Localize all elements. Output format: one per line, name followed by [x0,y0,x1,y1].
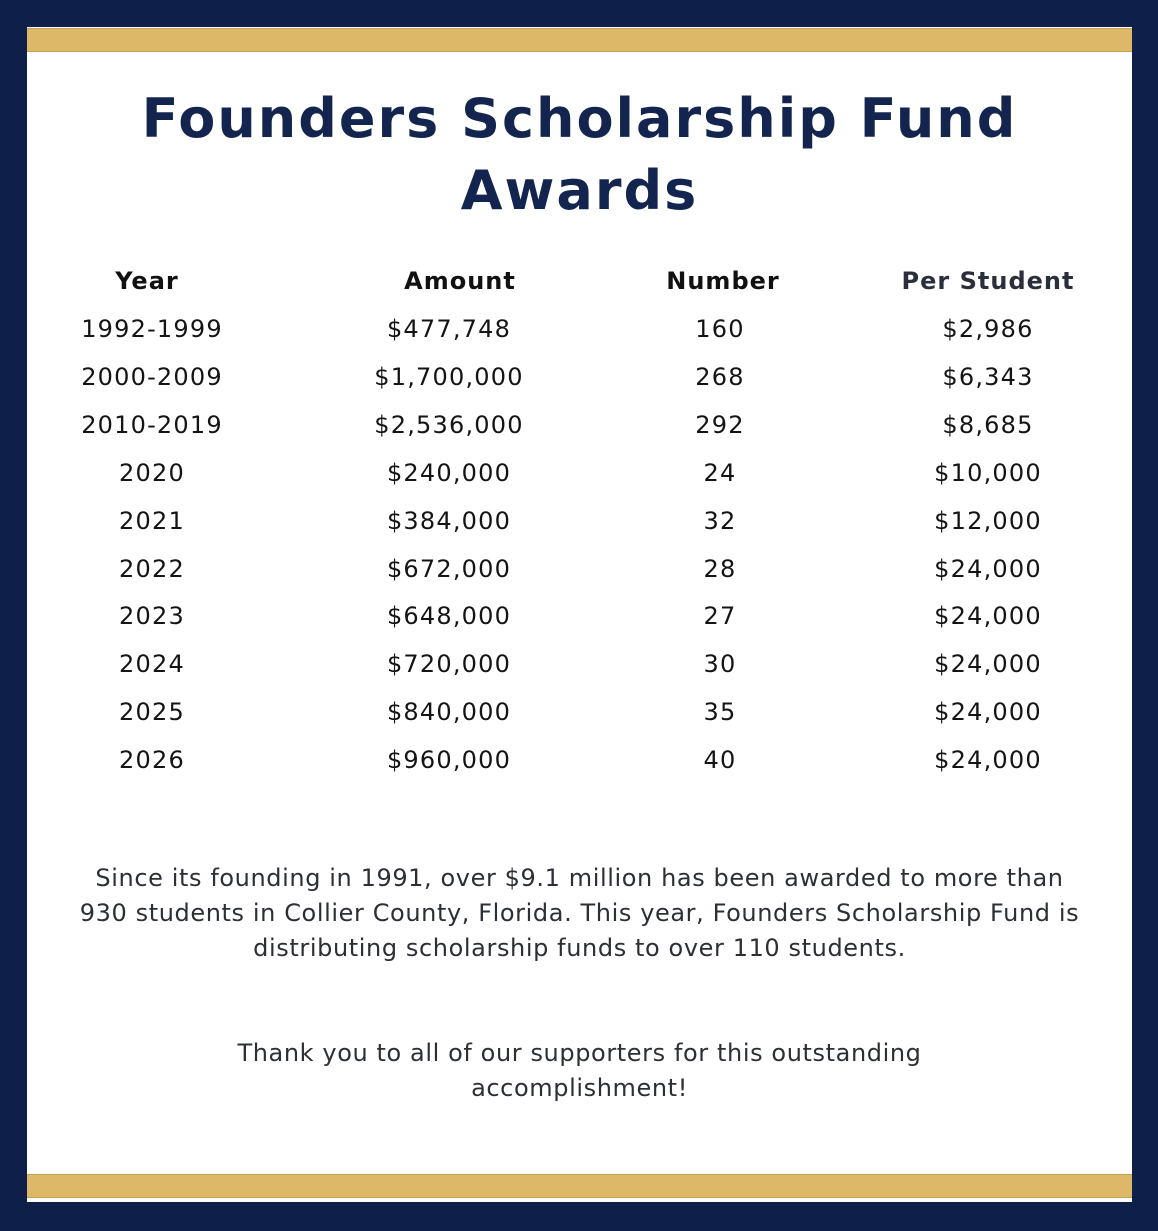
table-cell-year: 2021 [119,506,185,535]
table-cell-year: 2024 [119,650,185,679]
table-cell-per-student: $24,000 [934,650,1042,679]
table-cell-amount: $720,000 [386,650,512,679]
table-cell-amount: $648,000 [386,602,512,631]
table-cell-year: 2025 [119,698,185,727]
table-cell-year: 2000-2009 [81,362,223,391]
table-cell-per-student: $10,000 [934,458,1042,487]
table-cell-amount: $477,748 [386,315,512,343]
table-cell-amount: $672,000 [386,554,512,583]
thanks-paragraph: Thank you to all of our supporters for this outstanding accomplishment! [237,1039,922,1102]
table-cell-number: 28 [703,554,737,583]
table-cell-amount: $2,536,000 [374,410,524,439]
table-cell-per-student: $24,000 [934,602,1042,631]
table-cell-per-student: $24,000 [934,746,1042,775]
table-cell-number: 24 [703,458,737,487]
table-cell-year: 2023 [119,602,185,631]
header-number: Number [666,267,780,295]
table-cell-amount: $840,000 [386,698,512,727]
table-cell-year: 2010-2019 [81,410,223,439]
table-cell-amount: $384,000 [386,506,512,535]
table-cell-per-student: $24,000 [934,698,1042,727]
header-amount: Amount [404,267,516,295]
table-cell-number: 27 [703,602,737,631]
summary-paragraph: Since its founding in 1991, over $9.1 million has been awarded to more than 930 students in Collier County, Florida. This year, Founders Scholarship Fund is distributing scholarship funds to over 110 students. [79,864,1080,962]
table-cell-year: 1992-1999 [81,315,223,343]
bottom-gold-bar [27,1174,1132,1198]
header-per-student: Per Student [901,267,1075,295]
table-cell-per-student: $2,986 [942,315,1034,343]
table-cell-number: 268 [695,362,745,391]
page-title: Founders Scholarship Fund Awards [141,87,1018,222]
table-cell-per-student: $6,343 [942,362,1034,391]
awards-card [27,27,1132,1202]
table-cell-year: 2022 [119,554,185,583]
table-cell-amount: $1,700,000 [374,362,524,391]
top-gold-bar [27,28,1132,52]
table-cell-number: 292 [695,410,745,439]
table-cell-year: 2026 [119,746,185,775]
table-cell-number: 35 [703,698,737,727]
table-cell-year: 2020 [119,458,185,487]
table-cell-number: 30 [703,650,737,679]
table-cell-amount: $240,000 [386,458,512,487]
table-cell-per-student: $8,685 [942,410,1034,439]
table-cell-per-student: $12,000 [934,506,1042,535]
table-cell-per-student: $24,000 [934,554,1042,583]
table-cell-number: 40 [703,746,737,775]
header-year: Year [115,267,179,295]
table-cell-amount: $960,000 [386,746,512,775]
table-cell-number: 32 [703,506,737,535]
table-cell-number: 160 [695,315,745,343]
